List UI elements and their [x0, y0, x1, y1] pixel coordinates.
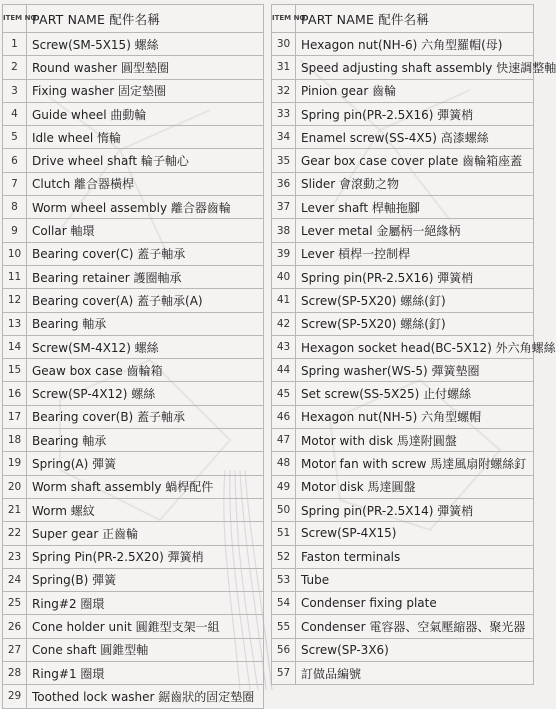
item-number: 47	[272, 429, 296, 452]
table-row	[3, 289, 264, 312]
parts-table-left	[2, 4, 264, 709]
part-name: Screw(SM-5X15) 螺絲	[27, 33, 264, 56]
part-name: Motor fan with screw 馬達風扇附螺絲釘	[296, 452, 534, 475]
part-name: Toothed lock washer 鋸齒狀的固定墊圈	[27, 685, 264, 708]
table-row	[3, 615, 264, 638]
part-name: Screw(SP-4X12) 螺絲	[27, 382, 264, 405]
part-name: Bearing retainer 護圈軸承	[27, 265, 264, 288]
item-number: 12	[3, 289, 27, 312]
table-row	[272, 545, 534, 568]
item-number: 34	[272, 126, 296, 149]
table-row	[272, 359, 534, 382]
part-name-header: PART NAME 配件名稱	[27, 5, 264, 33]
item-number: 25	[3, 592, 27, 615]
table-row	[272, 568, 534, 591]
table-row	[3, 592, 264, 615]
part-name: Worm shaft assembly 蝸桿配件	[27, 475, 264, 498]
part-name: Condenser 電容器、空氣壓縮器、聚光器	[296, 615, 534, 638]
part-name: 訂做品編號	[296, 662, 534, 685]
item-no-header: ITEM NO	[3, 5, 27, 33]
part-name: Drive wheel shaft 輪子軸心	[27, 149, 264, 172]
item-number: 7	[3, 172, 27, 195]
table-row	[3, 265, 264, 288]
item-number: 22	[3, 522, 27, 545]
item-number: 6	[3, 149, 27, 172]
table-row	[3, 498, 264, 521]
table-row	[272, 219, 534, 242]
table-row	[272, 56, 534, 79]
part-name: Guide wheel 曲動輪	[27, 102, 264, 125]
table-row	[3, 475, 264, 498]
part-name: Bearing cover(A) 蓋子軸承(A)	[27, 289, 264, 312]
item-number: 19	[3, 452, 27, 475]
part-name: Ring#2 圈環	[27, 592, 264, 615]
part-name: Screw(SP-3X6)	[296, 638, 534, 661]
item-number: 40	[272, 265, 296, 288]
table-row	[272, 79, 534, 102]
table-row	[272, 149, 534, 172]
table-row	[272, 382, 534, 405]
item-number: 16	[3, 382, 27, 405]
part-name: Collar 軸環	[27, 219, 264, 242]
item-number: 15	[3, 359, 27, 382]
table-row	[3, 359, 264, 382]
table-row	[272, 662, 534, 685]
table-row	[3, 312, 264, 335]
item-number: 28	[3, 662, 27, 685]
part-name: Bearing cover(C) 蓋子軸承	[27, 242, 264, 265]
part-name: Round washer 圓型墊圈	[27, 56, 264, 79]
part-name: Clutch 離合器橫桿	[27, 172, 264, 195]
item-number: 33	[272, 102, 296, 125]
part-name: Ring#1 圈環	[27, 662, 264, 685]
table-row	[3, 429, 264, 452]
table-row	[3, 522, 264, 545]
table-row	[3, 382, 264, 405]
part-name: Spring Pin(PR-2.5X20) 彈簧梢	[27, 545, 264, 568]
part-name: Spring(A) 彈簧	[27, 452, 264, 475]
table-row	[3, 33, 264, 56]
table-row	[272, 102, 534, 125]
item-number: 18	[3, 429, 27, 452]
table-row	[3, 126, 264, 149]
item-number: 13	[3, 312, 27, 335]
item-number: 26	[3, 615, 27, 638]
item-number: 41	[272, 289, 296, 312]
table-row	[272, 33, 534, 56]
part-name: Hexagon nut(NH-6) 六角型羅帽(母)	[296, 33, 534, 56]
item-number: 37	[272, 196, 296, 219]
item-number: 51	[272, 522, 296, 545]
part-name: Motor with disk 馬達附圓盤	[296, 429, 534, 452]
part-name: Screw(SP-4X15)	[296, 522, 534, 545]
part-name: Gear box case cover plate 齒輪箱座蓋	[296, 149, 534, 172]
table-row	[3, 405, 264, 428]
item-number: 39	[272, 242, 296, 265]
part-name: Screw(SP-5X20) 螺絲(釘)	[296, 312, 534, 335]
part-name: Spring pin(PR-2.5X16) 彈簧梢	[296, 102, 534, 125]
table-row	[272, 242, 534, 265]
table-row	[3, 79, 264, 102]
item-number: 3	[3, 79, 27, 102]
table-row	[3, 242, 264, 265]
part-name: Lever 槓桿一控制桿	[296, 242, 534, 265]
table-row	[272, 638, 534, 661]
table-row	[3, 102, 264, 125]
part-name: Geaw box case 齒輪箱	[27, 359, 264, 382]
part-name: Lever shaft 桿軸拖腳	[296, 196, 534, 219]
part-name: Hexagon nut(NH-5) 六角型螺帽	[296, 405, 534, 428]
part-name: Tube	[296, 568, 534, 591]
parts-table-right	[271, 4, 556, 685]
table-row	[272, 615, 534, 638]
item-number: 44	[272, 359, 296, 382]
item-number: 45	[272, 382, 296, 405]
part-name: Lever metal 金屬柄一絕緣柄	[296, 219, 534, 242]
item-number: 36	[272, 172, 296, 195]
item-number: 32	[272, 79, 296, 102]
table-row	[3, 149, 264, 172]
item-number: 35	[272, 149, 296, 172]
part-name: Bearing cover(B) 蓋子軸承	[27, 405, 264, 428]
item-number: 8	[3, 196, 27, 219]
table-row	[3, 568, 264, 591]
part-name: Faston terminals	[296, 545, 534, 568]
table-row	[272, 126, 534, 149]
item-number: 43	[272, 335, 296, 358]
item-number: 50	[272, 498, 296, 521]
item-number: 55	[272, 615, 296, 638]
part-name: Cone holder unit 圓錐型支架一組	[27, 615, 264, 638]
part-name: Motor disk 馬達圓盤	[296, 475, 534, 498]
item-number: 27	[3, 638, 27, 661]
item-number: 5	[3, 126, 27, 149]
table-row	[3, 219, 264, 242]
part-name: Spring pin(PR-2.5X16) 彈簧梢	[296, 265, 534, 288]
table-row	[272, 522, 534, 545]
part-name: Enamel screw(SS-4X5) 高漆螺絲	[296, 126, 534, 149]
table-row	[3, 545, 264, 568]
part-name: Super gear 正齒輪	[27, 522, 264, 545]
item-number: 9	[3, 219, 27, 242]
table-row	[272, 335, 534, 358]
item-number: 21	[3, 498, 27, 521]
item-no-header: ITEM NO	[272, 5, 296, 33]
table-row	[272, 429, 534, 452]
part-name: Slider 會滾動之物	[296, 172, 534, 195]
item-number: 4	[3, 102, 27, 125]
item-number: 53	[272, 568, 296, 591]
table-row	[272, 196, 534, 219]
table-row	[3, 662, 264, 685]
table-row	[272, 592, 534, 615]
table-header-row	[3, 5, 264, 33]
part-name-header: PART NAME 配件名稱	[296, 5, 534, 33]
table-row	[272, 498, 534, 521]
table-row	[3, 56, 264, 79]
item-number: 23	[3, 545, 27, 568]
item-number: 29	[3, 685, 27, 708]
part-name: Screw(SM-4X12) 螺絲	[27, 335, 264, 358]
part-name: Bearing 軸承	[27, 429, 264, 452]
part-name: Spring pin(PR-2.5X14) 彈簧梢	[296, 498, 534, 521]
part-name: Spring washer(WS-5) 彈簧墊圈	[296, 359, 534, 382]
item-number: 24	[3, 568, 27, 591]
item-number: 52	[272, 545, 296, 568]
table-row	[3, 335, 264, 358]
item-number: 57	[272, 662, 296, 685]
item-number: 49	[272, 475, 296, 498]
item-number: 31	[272, 56, 296, 79]
item-number: 56	[272, 638, 296, 661]
table-row	[3, 452, 264, 475]
item-number: 14	[3, 335, 27, 358]
item-number: 48	[272, 452, 296, 475]
table-row	[272, 452, 534, 475]
part-name: Bearing 軸承	[27, 312, 264, 335]
part-name: Worm wheel assembly 離合器齒輪	[27, 196, 264, 219]
item-number: 17	[3, 405, 27, 428]
table-row	[3, 172, 264, 195]
table-row	[272, 172, 534, 195]
item-number: 46	[272, 405, 296, 428]
part-name: Pinion gear 齒輪	[296, 79, 534, 102]
part-name: Cone shaft 圓錐型軸	[27, 638, 264, 661]
table-row	[3, 638, 264, 661]
item-number: 20	[3, 475, 27, 498]
part-name: Set screw(SS-5X25) 止付螺絲	[296, 382, 534, 405]
item-number: 2	[3, 56, 27, 79]
part-name: Speed adjusting shaft assembly 快速調整軸	[296, 56, 534, 79]
table-header-row	[272, 5, 534, 33]
part-name: Worm 螺紋	[27, 498, 264, 521]
table-row	[3, 196, 264, 219]
table-row	[3, 685, 264, 708]
item-number: 38	[272, 219, 296, 242]
item-number: 1	[3, 33, 27, 56]
item-number: 54	[272, 592, 296, 615]
table-row	[272, 312, 534, 335]
table-row	[272, 475, 534, 498]
item-number: 10	[3, 242, 27, 265]
part-name: Spring(B) 彈簧	[27, 568, 264, 591]
table-row	[272, 265, 534, 288]
part-name: Idle wheel 惰輪	[27, 126, 264, 149]
table-row	[272, 405, 534, 428]
part-name: Hexagon socket head(BC-5X12) 外六角螺絲	[296, 335, 534, 358]
part-name: Screw(SP-5X20) 螺絲(釘)	[296, 289, 534, 312]
item-number: 42	[272, 312, 296, 335]
part-name: Condenser fixing plate	[296, 592, 534, 615]
item-number: 30	[272, 33, 296, 56]
item-number: 11	[3, 265, 27, 288]
part-name: Fixing washer 固定墊圈	[27, 79, 264, 102]
table-row	[272, 289, 534, 312]
